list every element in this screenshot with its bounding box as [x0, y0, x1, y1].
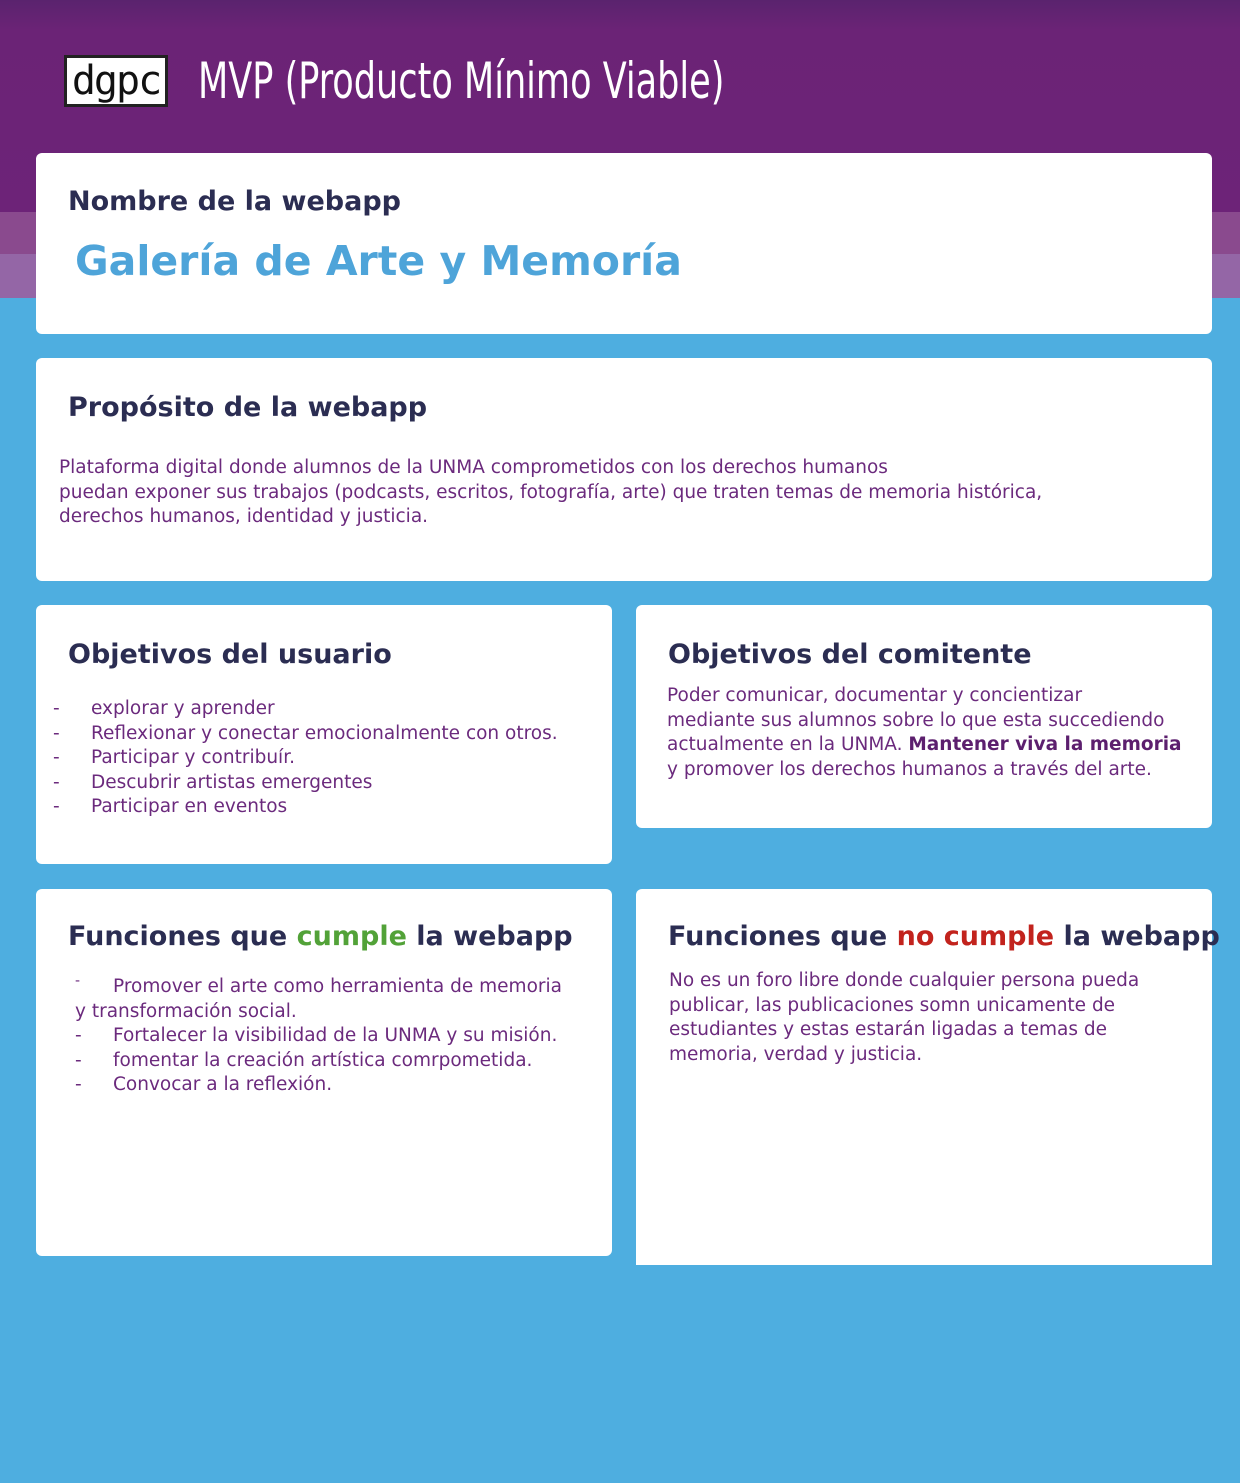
purpose-line: Plataforma digital donde alumnos de la UNMA comprometidos con los derechos humanos — [59, 457, 888, 478]
functions-yes-items — [75, 1024, 562, 1098]
heading-highlight: no cumple — [896, 921, 1055, 952]
client-goals-line-text: actualmente en la UNMA. — [667, 734, 909, 756]
heading-text: Funciones que — [68, 921, 297, 952]
memory-emphasis: Mantener viva la memoria — [908, 734, 1182, 756]
client-goals-line — [667, 733, 1182, 758]
functions-yes-list — [75, 975, 562, 1098]
client-goals-card — [636, 605, 1212, 828]
client-goals-heading: Objetivos del comitente — [668, 639, 1032, 670]
header — [64, 52, 873, 110]
user-goals-card — [36, 605, 612, 864]
list-item-text: Promover el arte como herramienta de memoria — [113, 976, 562, 997]
client-goals-line: y promover los derechos humanos a través del arte. — [667, 758, 1152, 780]
bullet-dash: - — [75, 973, 81, 989]
list-item: - Participar y contribuír. — [53, 746, 558, 771]
client-goals-line: Poder comunicar, documentar y concientizar — [667, 685, 1083, 706]
list-item-continuation: y transformación social. — [75, 1000, 297, 1022]
app-name: Galería de Arte y Memoría — [75, 237, 682, 285]
name-card — [36, 153, 1212, 334]
client-goals-text — [667, 684, 1182, 782]
user-goals-heading: Objetivos del usuario — [68, 639, 392, 670]
functions-no-text — [669, 969, 1139, 1067]
functions-yes-card — [36, 889, 612, 1256]
functions-yes-heading — [68, 921, 573, 952]
list-item: - Fortalecer la visibilidad de la UNMA y su misión. — [75, 1024, 562, 1049]
list-item: - explorar y aprender — [53, 697, 558, 722]
functions-no-line: memoria, verdad y justicia. — [669, 1043, 923, 1065]
name-heading: Nombre de la webapp — [68, 186, 402, 217]
heading-text: la webapp — [1054, 921, 1220, 952]
dgpc-logo — [64, 55, 168, 107]
purpose-line: derechos humanos, identidad y justicia. — [59, 506, 429, 528]
list-item — [75, 975, 562, 1000]
purpose-heading: Propósito de la webapp — [68, 392, 428, 423]
heading-highlight: cumple — [296, 921, 407, 952]
logo-text: dgpc — [71, 58, 161, 104]
list-item: - fomentar la creación artística comrpometida. — [75, 1049, 562, 1074]
list-item: - Reflexionar y conectar emocionalmente con otros. — [53, 722, 558, 747]
purpose-text — [59, 456, 1042, 530]
functions-no-card — [636, 889, 1220, 1265]
functions-no-line: estudiantes y estas estarán ligadas a temas de — [669, 1019, 1108, 1041]
list-item: - Participar en eventos — [53, 795, 558, 820]
list-item: - Descubrir artistas emergentes — [53, 771, 558, 796]
purpose-line: puedan exponer sus trabajos (podcasts, escritos, fotografía, arte) que traten temas de memoria histórica, — [59, 481, 1043, 503]
functions-no-line: No es un foro libre donde cualquier persona pueda — [669, 970, 1140, 991]
client-goals-line: mediante sus alumnos sobre lo que esta succediendo — [667, 709, 1165, 731]
heading-text: la webapp — [406, 921, 573, 952]
functions-no-line: publicar, las publicaciones somn unicamente de — [669, 994, 1116, 1016]
list-item: - Convocar a la reflexión. — [75, 1073, 562, 1098]
purpose-card — [36, 358, 1212, 581]
functions-no-heading — [668, 921, 1220, 952]
user-goals-list — [53, 697, 558, 820]
heading-text: Funciones que — [668, 921, 897, 952]
page-title: MVP (Producto Mínimo Viable) — [198, 52, 725, 110]
